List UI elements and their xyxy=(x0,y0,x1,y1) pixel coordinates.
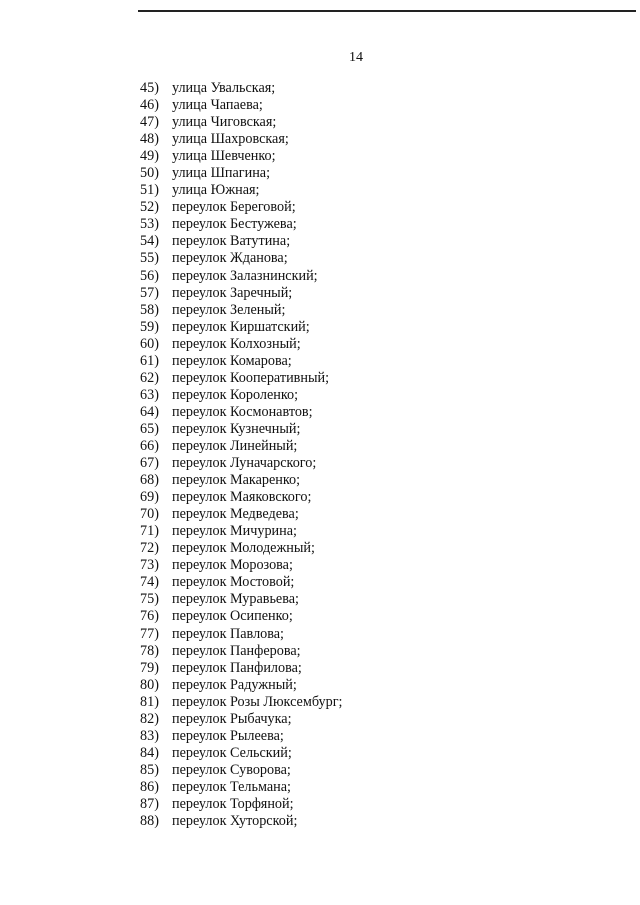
item-number: 80) xyxy=(140,676,159,693)
item-text: переулок Космонавтов; xyxy=(172,403,313,420)
item-text: переулок Короленко; xyxy=(172,386,299,403)
page-number: 14 xyxy=(349,50,363,65)
item-number: 83) xyxy=(140,727,159,744)
list-item xyxy=(140,694,342,711)
item-text: переулок Хуторской; xyxy=(172,813,298,830)
item-number: 78) xyxy=(140,642,159,659)
item-number: 64) xyxy=(140,403,159,420)
item-text: переулок Мичурина; xyxy=(172,523,297,540)
item-text: переулок Рылеева; xyxy=(172,727,284,744)
item-text: переулок Радужный; xyxy=(172,676,297,693)
item-number: 69) xyxy=(140,489,159,506)
item-number: 62) xyxy=(140,369,159,386)
list-item xyxy=(140,319,342,336)
list-item xyxy=(140,148,342,165)
item-text: переулок Бестужева; xyxy=(172,216,297,233)
item-number: 50) xyxy=(140,165,159,182)
item-number: 85) xyxy=(140,761,159,778)
list-item xyxy=(140,540,342,557)
item-text: переулок Маяковского; xyxy=(172,489,312,506)
item-text: переулок Заречный; xyxy=(172,284,293,301)
list-item xyxy=(140,455,342,472)
top-rule xyxy=(138,10,636,12)
list-item xyxy=(140,353,342,370)
item-number: 57) xyxy=(140,284,159,301)
item-number: 59) xyxy=(140,318,159,335)
item-text: переулок Ватутина; xyxy=(172,233,291,250)
list-item xyxy=(140,387,342,404)
item-number: 60) xyxy=(140,335,159,352)
item-number: 81) xyxy=(140,693,159,710)
item-number: 66) xyxy=(140,437,159,454)
item-number: 51) xyxy=(140,182,159,199)
list-item xyxy=(140,591,342,608)
item-text: улица Шпагина; xyxy=(172,165,271,182)
list-item xyxy=(140,131,342,148)
item-number: 63) xyxy=(140,386,159,403)
item-number: 58) xyxy=(140,301,159,318)
item-number: 56) xyxy=(140,267,159,284)
item-text: переулок Сельский; xyxy=(172,744,292,761)
item-number: 86) xyxy=(140,778,159,795)
list-item xyxy=(140,80,342,97)
item-text: переулок Павлова; xyxy=(172,625,284,642)
item-text: улица Шевченко; xyxy=(172,148,276,165)
list-item xyxy=(140,97,342,114)
item-number: 61) xyxy=(140,352,159,369)
item-number: 76) xyxy=(140,608,159,625)
item-number: 88) xyxy=(140,813,159,830)
list-item xyxy=(140,182,342,199)
item-number: 49) xyxy=(140,148,159,165)
item-text: переулок Линейный; xyxy=(172,437,298,454)
item-number: 87) xyxy=(140,795,159,812)
item-number: 72) xyxy=(140,540,159,557)
item-text: переулок Медведева; xyxy=(172,506,299,523)
list-item xyxy=(140,523,342,540)
item-text: улица Шахровская; xyxy=(172,131,289,148)
list-item xyxy=(140,643,342,660)
list-item xyxy=(140,421,342,438)
item-number: 70) xyxy=(140,506,159,523)
list-item xyxy=(140,438,342,455)
item-text: улица Чапаева; xyxy=(172,97,263,114)
list-item xyxy=(140,268,342,285)
list-item xyxy=(140,370,342,387)
list-item xyxy=(140,711,342,728)
list-item xyxy=(140,608,342,625)
item-number: 84) xyxy=(140,744,159,761)
item-number: 73) xyxy=(140,557,159,574)
item-text: переулок Киршатский; xyxy=(172,318,310,335)
item-number: 48) xyxy=(140,131,159,148)
list-item xyxy=(140,472,342,489)
list-item xyxy=(140,626,342,643)
list-item xyxy=(140,233,342,250)
list-item xyxy=(140,302,342,319)
list-item xyxy=(140,574,342,591)
item-text: переулок Луначарского; xyxy=(172,455,317,472)
item-text: переулок Береговой; xyxy=(172,199,296,216)
item-number: 79) xyxy=(140,659,159,676)
item-text: переулок Кооперативный; xyxy=(172,369,330,386)
list-item xyxy=(140,489,342,506)
item-text: улица Увальская; xyxy=(172,80,276,96)
item-number: 46) xyxy=(140,97,159,114)
item-text: переулок Суворова; xyxy=(172,761,291,778)
item-number: 47) xyxy=(140,114,159,131)
list-item xyxy=(140,779,342,796)
item-text: переулок Залазнинский; xyxy=(172,267,318,284)
item-text: переулок Комарова; xyxy=(172,352,292,369)
item-text: переулок Кузнечный; xyxy=(172,420,301,437)
list-item xyxy=(140,728,342,745)
list-item xyxy=(140,557,342,574)
list-item xyxy=(140,285,342,302)
item-text: переулок Морозова; xyxy=(172,557,293,574)
list-item xyxy=(140,336,342,353)
list-item xyxy=(140,796,342,813)
item-number: 77) xyxy=(140,625,159,642)
item-number: 65) xyxy=(140,420,159,437)
item-text: переулок Жданова; xyxy=(172,250,288,267)
list-item xyxy=(140,660,342,677)
list-item xyxy=(140,762,342,779)
item-text: переулок Торфяной; xyxy=(172,795,294,812)
item-text: переулок Тельмана; xyxy=(172,778,291,795)
street-list xyxy=(140,80,342,830)
item-number: 52) xyxy=(140,199,159,216)
item-text: переулок Панферова; xyxy=(172,642,301,659)
list-item xyxy=(140,250,342,267)
item-text: переулок Молодежный; xyxy=(172,540,315,557)
item-number: 53) xyxy=(140,216,159,233)
item-text: улица Чиговская; xyxy=(172,114,277,131)
list-item xyxy=(140,216,342,233)
item-number: 55) xyxy=(140,250,159,267)
item-text: переулок Осипенко; xyxy=(172,608,293,625)
item-text: переулок Зеленый; xyxy=(172,301,286,318)
item-number: 68) xyxy=(140,472,159,489)
item-number: 45) xyxy=(140,80,159,96)
item-number: 82) xyxy=(140,710,159,727)
item-text: переулок Мостовой; xyxy=(172,574,295,591)
list-item xyxy=(140,165,342,182)
item-text: переулок Панфилова; xyxy=(172,659,302,676)
list-item xyxy=(140,404,342,421)
item-number: 54) xyxy=(140,233,159,250)
item-text: переулок Муравьева; xyxy=(172,591,299,608)
item-text: переулок Розы Люксембург; xyxy=(172,693,343,710)
item-text: переулок Макаренко; xyxy=(172,472,301,489)
item-number: 74) xyxy=(140,574,159,591)
item-number: 71) xyxy=(140,523,159,540)
list-item xyxy=(140,506,342,523)
list-item xyxy=(140,745,342,762)
item-number: 67) xyxy=(140,455,159,472)
item-text: переулок Колхозный; xyxy=(172,335,301,352)
list-item xyxy=(140,114,342,131)
list-item xyxy=(140,199,342,216)
list-item xyxy=(140,813,342,830)
list-item xyxy=(140,677,342,694)
item-text: переулок Рыбачука; xyxy=(172,710,292,727)
item-text: улица Южная; xyxy=(172,182,260,199)
item-number: 75) xyxy=(140,591,159,608)
